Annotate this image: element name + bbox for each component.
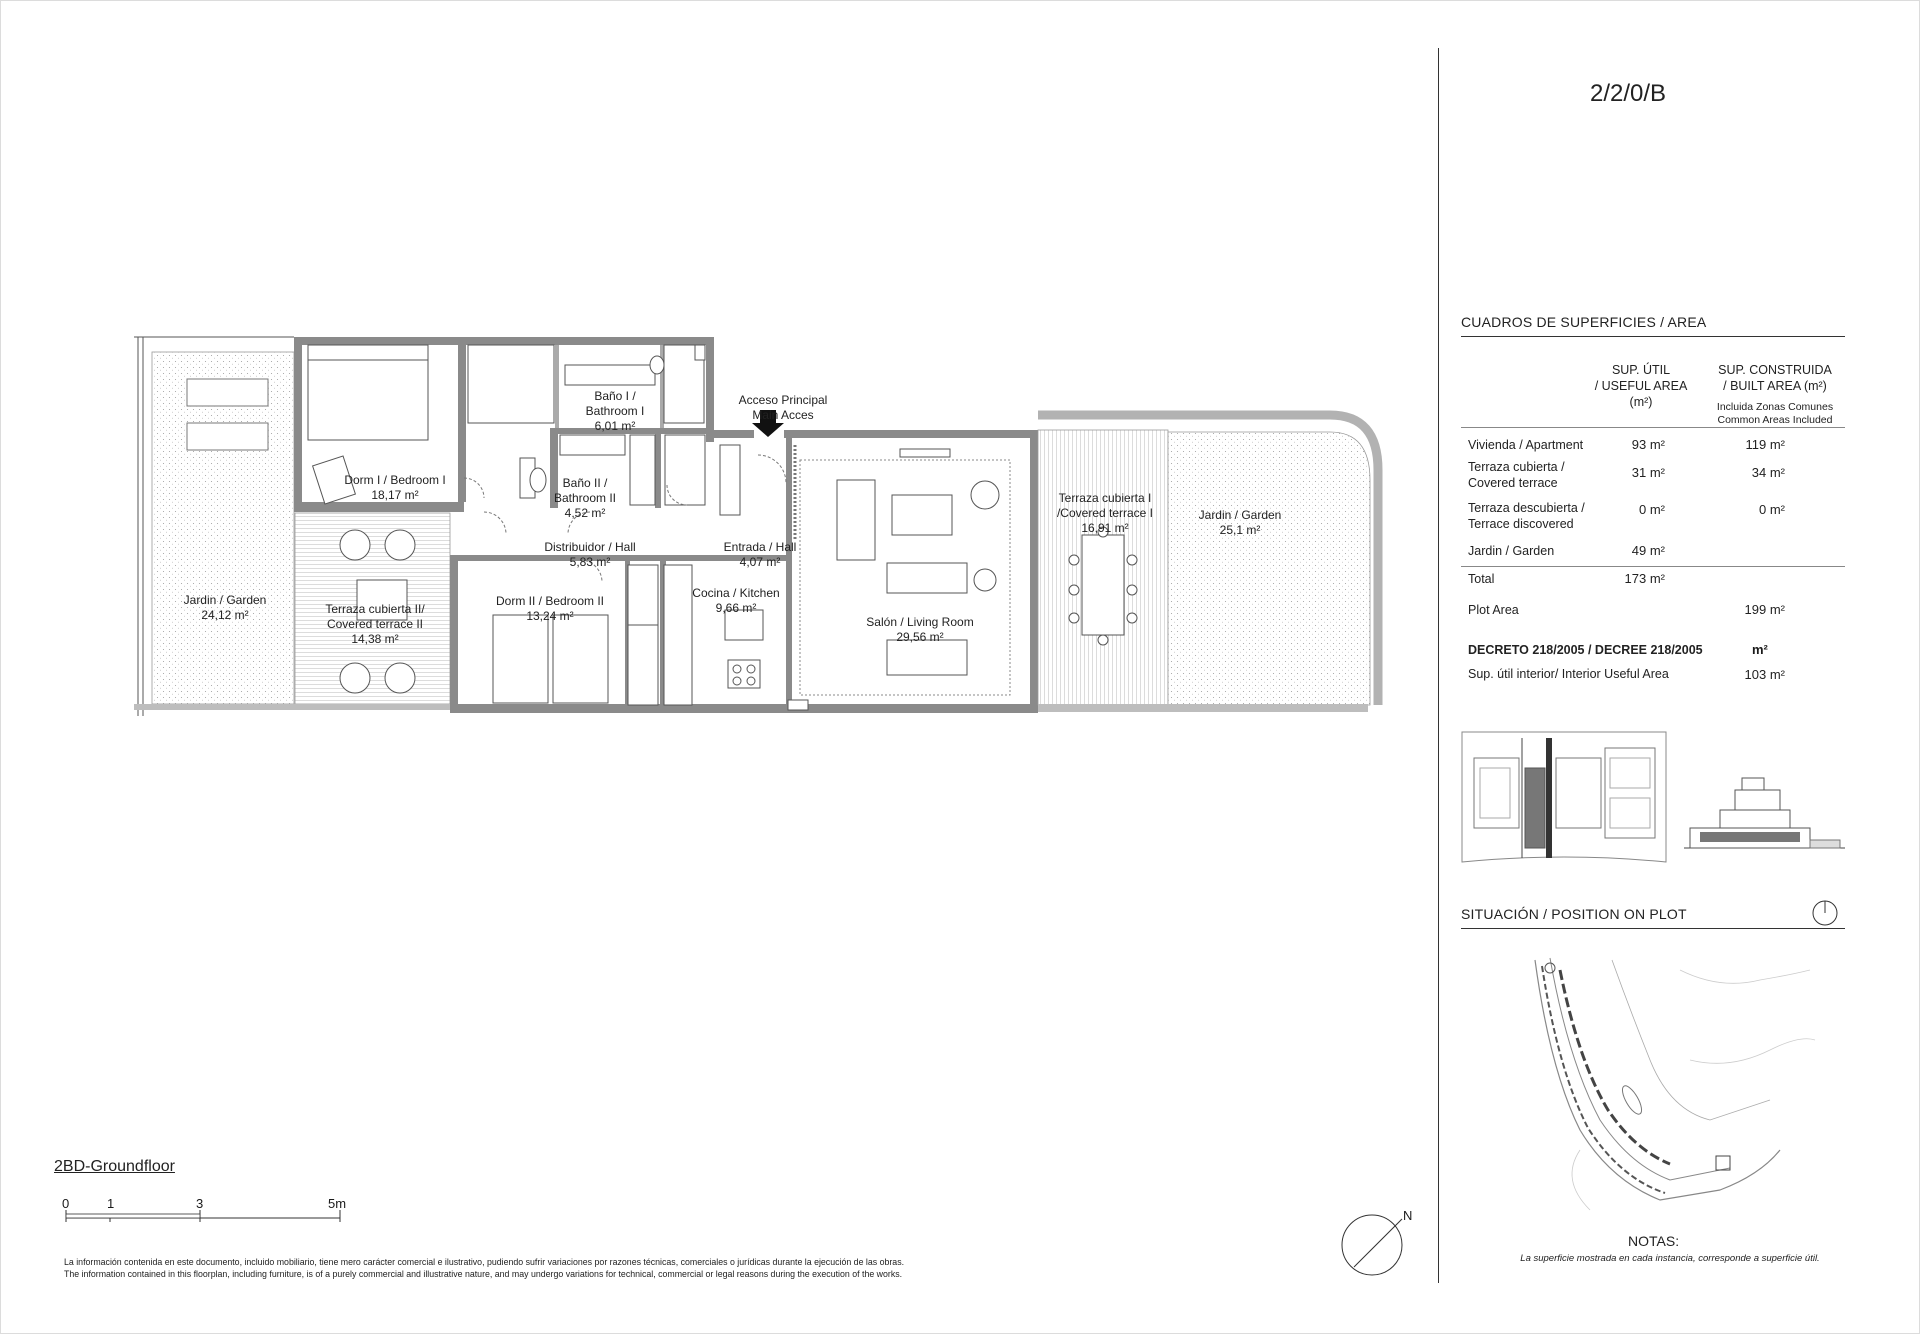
header-rule	[1461, 427, 1845, 428]
row-uncovered-built: 0 m²	[1759, 502, 1785, 517]
section-thumbnail	[1680, 770, 1850, 860]
room-label-entry: Entrada / Hall 4,07 m²	[723, 540, 797, 569]
room-label-dorm2: Dorm II / Bedroom II 13,24 m²	[495, 594, 605, 623]
panel-divider	[1438, 48, 1439, 1283]
room-label-living: Salón / Living Room 29,56 m²	[866, 615, 974, 644]
garden-right-area	[1168, 432, 1370, 705]
north-label: N	[1403, 1208, 1413, 1223]
decree-unit: m²	[1752, 642, 1768, 657]
total-label: Total	[1468, 572, 1495, 586]
row-apartment-useful: 93 m²	[1631, 437, 1665, 452]
plan-title: 2BD-Groundfloor	[54, 1158, 175, 1175]
site-plan-map	[1520, 950, 1820, 1220]
row-uncovered-label: Terraza descubierta / Terrace discovered	[1468, 501, 1585, 531]
row-covered-useful: 31 m²	[1631, 465, 1665, 480]
notes-title: NOTAS:	[1628, 1233, 1680, 1249]
row-apartment-label: Vivienda / Apartment	[1468, 438, 1584, 452]
decree-label: DECRETO 218/2005 / DECREE 218/2005	[1468, 643, 1703, 657]
plot-area-built: 199 m²	[1744, 602, 1785, 617]
plot-area-label: Plot Area	[1468, 603, 1519, 617]
col-useful-header: SUP. ÚTIL / USEFUL AREA (m²)	[1594, 363, 1688, 409]
total-rule	[1461, 566, 1845, 567]
room-label-bath2: Baño II / Bathroom II 4,52 m²	[553, 476, 617, 520]
scale-label-5m: 5m	[328, 1196, 347, 1211]
row-garden-label: Jardin / Garden	[1468, 544, 1555, 558]
plan-code: 2/2/0/B	[1590, 80, 1667, 107]
row-garden-useful: 49 m²	[1631, 543, 1665, 558]
interior-value: 103 m²	[1744, 667, 1785, 682]
room-label-garden-right: Jardin / Garden 25,1 m²	[1198, 508, 1282, 537]
row-covered-built: 34 m²	[1751, 465, 1785, 480]
col-built-header: SUP. CONSTRUIDA / BUILT AREA (m²) Incluida Zonas Comunes Common Areas Included	[1716, 363, 1834, 426]
key-plan-thumbnail	[1460, 728, 1670, 868]
scale-label-0: 0	[62, 1196, 70, 1211]
room-label-kitchen: Cocina / Kitchen 9,66 m²	[692, 586, 780, 615]
total-useful: 173 m²	[1624, 571, 1665, 586]
notes-text: La superficie mostrada en cada instancia, corresponde a superficie útil.	[1520, 1253, 1820, 1264]
situation-rule	[1461, 928, 1845, 929]
disclaimer-en: The information contained in this floorplan, including furniture, is of a purely commercial and illustrative nature, and may undergo variations for technical, commercial or legal reasons during the execution of the works.	[64, 1269, 903, 1279]
row-covered-label: Terraza cubierta / Covered terrace	[1468, 460, 1565, 490]
access-label: Acceso Principal Main Acces	[738, 393, 828, 422]
scale-label-1: 1	[107, 1196, 115, 1211]
area-table-title: CUADROS DE SUPERFICIES / AREA	[1461, 314, 1707, 330]
row-apartment-built: 119 m²	[1745, 437, 1785, 452]
scale-label-3: 3	[196, 1196, 204, 1211]
floor-plan	[0, 0, 1430, 760]
room-label-terrace1: Terraza cubierta I /Covered terrace I 16,91 m²	[1056, 491, 1154, 535]
room-label-distributor: Distribuidor / Hall 5,83 m²	[544, 540, 636, 569]
disclaimer-es: La información contenida en este documento, incluido mobiliario, tiene mero carácter comercial e ilustrativo, pudiendo sufrir variaciones por razones técnicas, comerciales o jurídicas durante la ejecución de las obras.	[64, 1257, 905, 1267]
room-label-garden-left: Jardin / Garden 24,12 m²	[183, 593, 267, 622]
area-table-rule	[1461, 336, 1845, 337]
interior-label: Sup. útil interior/ Interior Useful Area	[1468, 667, 1669, 681]
row-uncovered-useful: 0 m²	[1639, 502, 1665, 517]
room-label-dorm1: Dorm I / Bedroom I 18,17 m²	[344, 473, 446, 502]
situation-title: SITUACIÓN / POSITION ON PLOT	[1461, 906, 1687, 922]
room-label-bath1: Baño I / Bathroom I 6,01 m²	[585, 389, 645, 433]
compass-icon	[1810, 898, 1840, 928]
room-label-terrace2: Terraza cubierta II/ Covered terrace II 14,38 m²	[325, 602, 425, 646]
